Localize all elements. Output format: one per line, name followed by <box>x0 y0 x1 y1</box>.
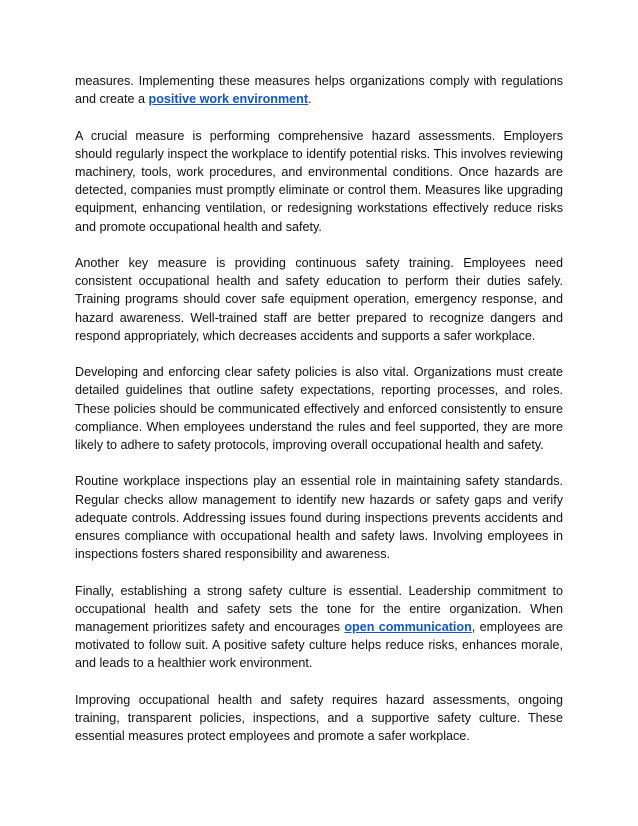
paragraph-safety-training: Another key measure is providing continuous safety training. Employees need consistent occupational health and safety education to perform their duties safely. Training programs should cover safe equipment operation, emergency response, and hazard awareness. Well-trained staff are better prepared to recognize dangers and respond appropriately, which decreases accidents and supports a safer workplace. <box>75 256 563 343</box>
paragraph-hazard-assessments: A crucial measure is performing comprehensive hazard assessments. Employers should regularly inspect the workplace to identify potential risks. This involves reviewing machinery, tools, work procedures, and environmental conditions. Once hazards are detected, companies must promptly eliminate or control them. Measures like upgrading equipment, enhancing ventilation, or redesigning workstations effectively reduce risks and promote occupational health and safety. <box>75 128 563 234</box>
paragraph-safety-culture-text: Finally, establishing a strong safety culture is essential. Leadership commitment to occupational health and safety sets the tone for the entire organization. When management prioritizes safety and encourages <box>75 583 563 635</box>
paragraph-intro-end: . <box>308 92 312 107</box>
paragraph-safety-culture <box>75 582 563 673</box>
paragraph-conclusion: Improving occupational health and safety requires hazard assessments, ongoing training, transparent policies, inspections, and a supportive safety culture. These essential measures protect employees and promote a safer workplace. <box>75 692 563 744</box>
paragraph-inspections: Routine workplace inspections play an essential role in maintaining safety standards. Regular checks allow management to identify new hazards or safety gaps and verify adequate controls. Addressing issues found during inspections prevents accidents and ensures compliance with occupational health and safety laws. Involving employees in inspections fosters shared responsibility and awareness. <box>75 474 563 562</box>
paragraph-intro-text: measures. Implementing these measures helps organizations comply with regulations and create a <box>75 74 563 107</box>
paragraph-safety-culture-end: , employees are motivated to follow suit. A positive safety culture helps reduce risks, enhances morale, and leads to a healthier work environment. <box>75 620 563 671</box>
positive-work-environment-link[interactable]: positive work environment <box>148 92 309 107</box>
open-communication-link[interactable]: open communication <box>344 620 472 635</box>
document-page <box>75 72 563 764</box>
paragraph-intro <box>75 72 563 108</box>
paragraph-safety-policies: Developing and enforcing clear safety policies is also vital. Organizations must create detailed guidelines that outline safety expectations, reporting processes, and roles. These policies should be communicated effectively and enforced consistently to ensure compliance. When employees understand the rules and feel supported, they are more likely to adhere to safety protocols, improving overall occupational health and safety. <box>75 365 563 453</box>
